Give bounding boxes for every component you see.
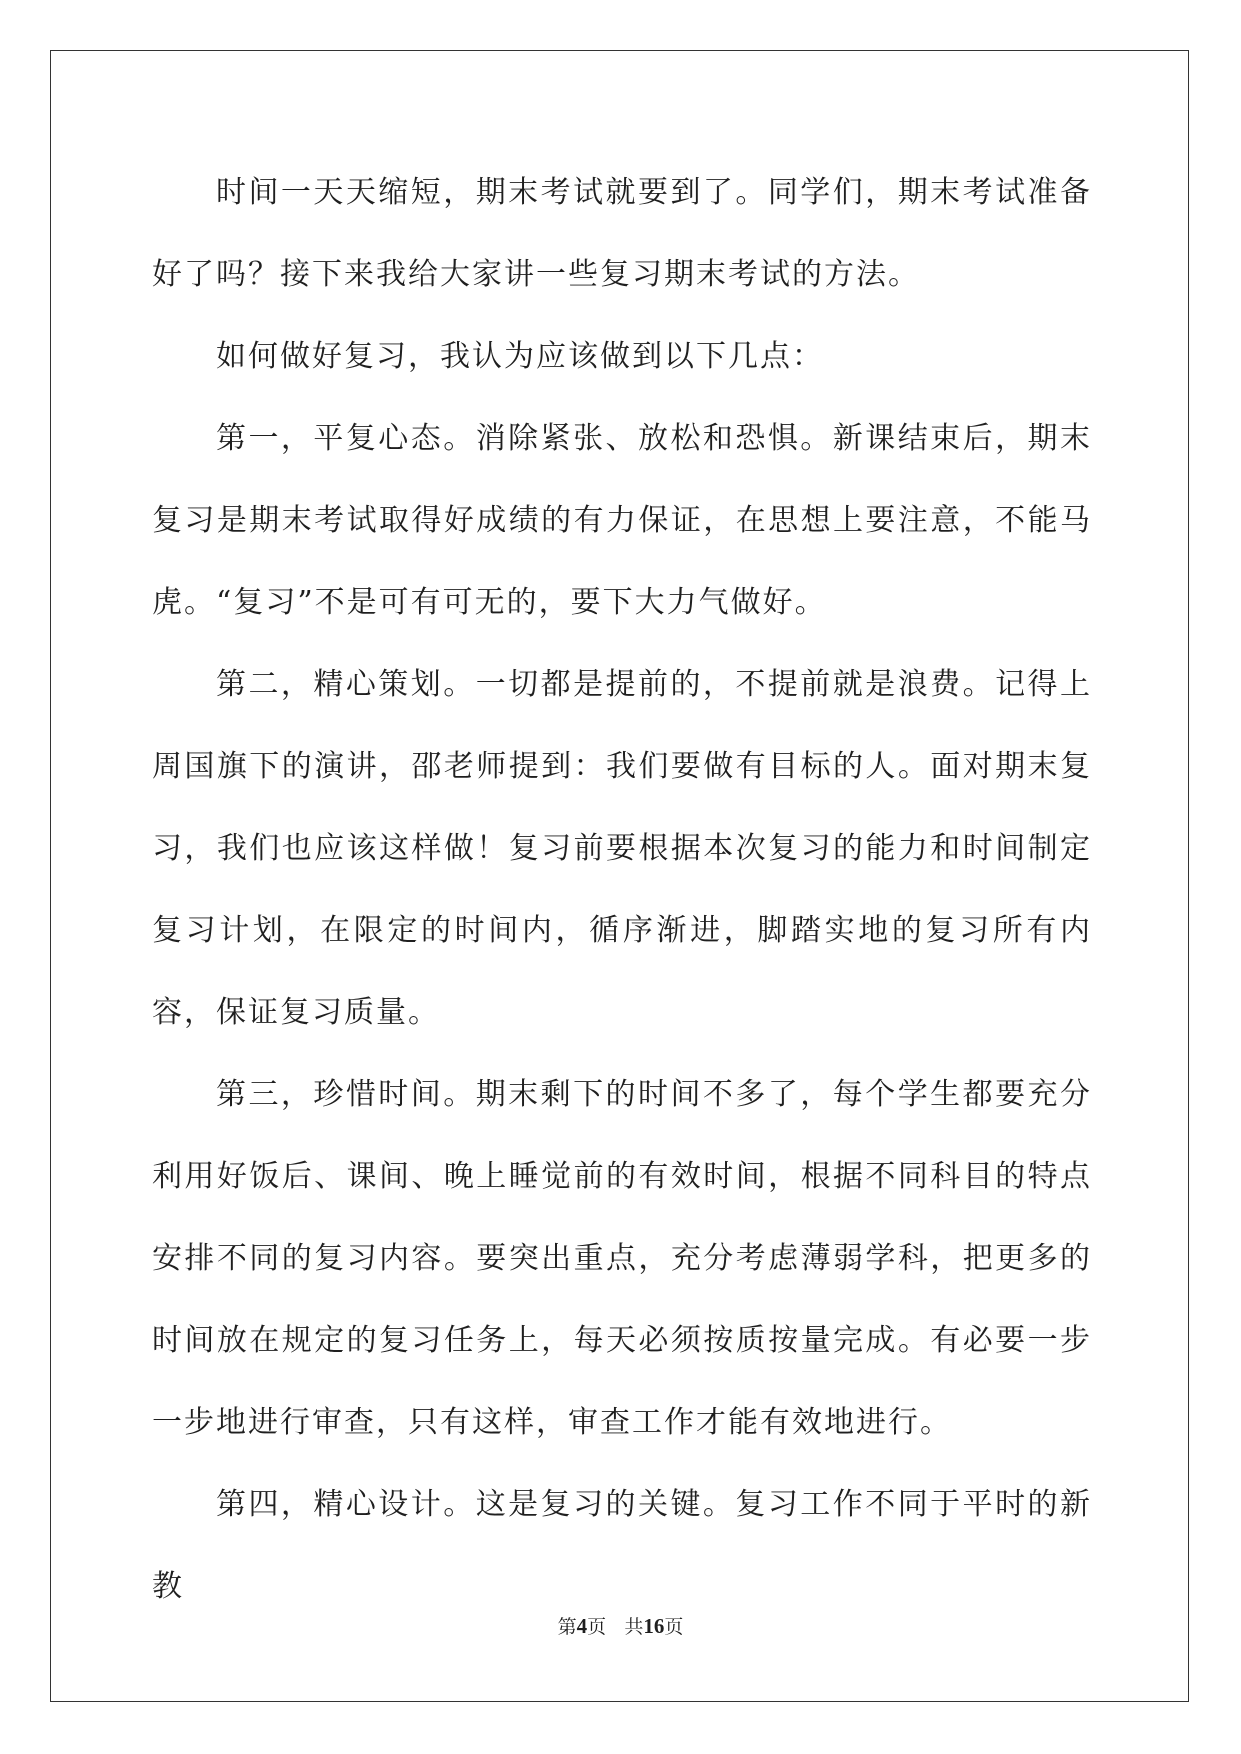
- total-label-suffix: 页: [664, 1616, 684, 1638]
- paragraph-intro: 时间一天天缩短，期末考试就要到了。同学们，期末考试准备好了吗？接下来我给大家讲一些复习期末考试的方法。: [152, 175, 1092, 292]
- paragraph-point-3: 第三，珍惜时间。期末剩下的时间不多了，每个学生都要充分利用好饭后、课间、晚上睡觉前的有效时间，根据不同科目的特点安排不同的复习内容。要突出重点，充分考虑薄弱学科，把更多的时间放在规定的复习任务上，每天必须按质按量完成。有必要一步一步地进行审查，只有这样，审查工作才能有效地进行。: [152, 1077, 1092, 1440]
- current-page-number: 4: [576, 1614, 588, 1638]
- document-body: [152, 152, 1092, 1628]
- page-number-footer: [0, 1612, 1241, 1639]
- paragraph-point-4: 第四，精心设计。这是复习的关键。复习工作不同于平时的新教: [152, 1487, 1092, 1604]
- total-pages-number: 16: [643, 1614, 665, 1638]
- page-label-suffix: 页: [587, 1616, 607, 1638]
- paragraph-point-1: 第一，平复心态。消除紧张、放松和恐惧。新课结束后，期末复习是期末考试取得好成绩的有力保证，在思想上要注意，不能马虎。“复习”不是可有可无的，要下大力气做好。: [152, 421, 1092, 620]
- page-label-prefix: 第: [557, 1616, 577, 1638]
- paragraph-point-2: 第二，精心策划。一切都是提前的，不提前就是浪费。记得上周国旗下的演讲，邵老师提到：我们要做有目标的人。面对期末复习，我们也应该这样做！复习前要根据本次复习的能力和时间制定复习计划，在限定的时间内，循序渐进，脚踏实地的复习所有内容，保证复习质量。: [152, 667, 1092, 1030]
- total-label-prefix: 共: [624, 1616, 644, 1638]
- paragraph-points-lead: 如何做好复习，我认为应该做到以下几点：: [216, 339, 824, 374]
